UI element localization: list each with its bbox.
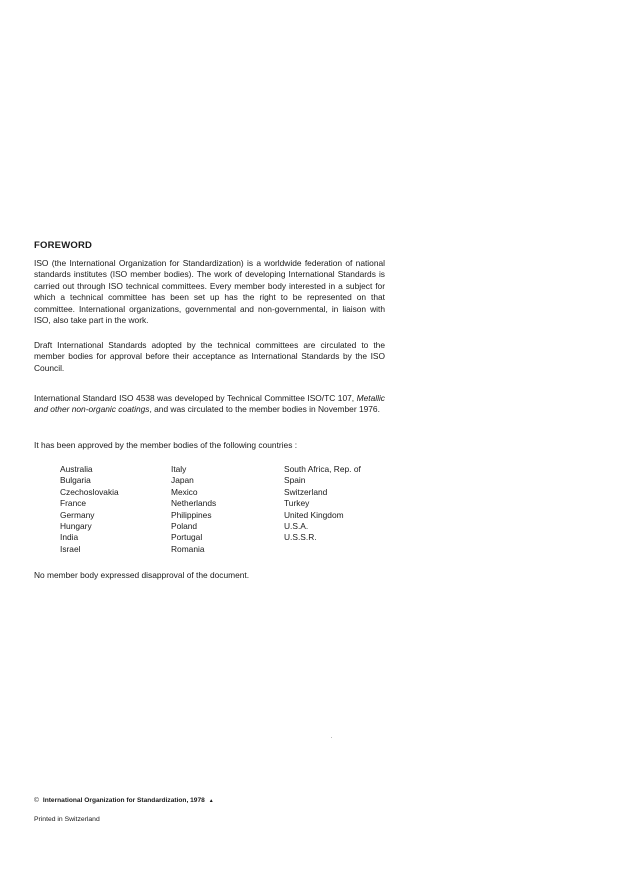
paragraph-standard-development-text-end: , and was circulated to the member bodies in November 1976. [149, 404, 380, 415]
country-item: Israel [60, 543, 81, 554]
country-item: U.S.S.R. [284, 532, 317, 543]
paragraph-draft-standards: Draft International Standards adopted by the technical committees are circulated to the member bodies for approval before their acceptance as International Standards by the ISO Council. [34, 340, 385, 373]
country-item: Japan [171, 475, 194, 486]
triangle-marker-icon: ▲ [208, 798, 214, 804]
paragraph-standard-development-text: International Standard ISO 4538 was developed by Technical Committee ISO/TC 107, [34, 393, 357, 403]
country-item: Poland [171, 521, 198, 532]
country-item: Spain [284, 475, 306, 486]
country-item: Turkey [284, 498, 310, 509]
copyright-text: International Organization for Standardization, 1978 [42, 797, 205, 804]
country-item: Bulgaria [60, 475, 91, 486]
paragraph-iso-intro: ISO (the International Organization for Standardization) is a worldwide federation of national standards institutes (ISO member bodies). The work of developing International Standards is carried out through ISO technical committees. Every member body interested in a subject for which a technical committee has been set up has the right to be represented on that committee. International organizations, governmental and non-governmental, in liaison with ISO, also take part in the work. [34, 258, 385, 326]
country-item: South Africa, Rep. of [284, 464, 361, 474]
country-item: Germany [60, 509, 95, 520]
country-item: Portugal [171, 532, 203, 543]
country-item: Mexico [171, 486, 198, 497]
paragraph-standard-development [34, 393, 385, 416]
committee-title: Metallic and other non-organic coatings [34, 393, 385, 415]
country-item: Australia [60, 464, 93, 474]
country-item: Italy [171, 464, 187, 474]
paragraph-no-disapproval: No member body expressed disapproval of the document. [34, 570, 250, 580]
country-item: Hungary [60, 521, 92, 532]
foreword-heading: FOREWORD [34, 240, 93, 251]
country-item: Netherlands [171, 498, 217, 509]
country-item: France [60, 498, 87, 509]
country-column-1 [60, 464, 119, 555]
country-column-2 [171, 464, 216, 555]
country-item: Philippines [171, 509, 212, 520]
country-item: India [60, 532, 79, 543]
copyright-line [34, 797, 214, 804]
country-item: United Kingdom [284, 509, 344, 520]
country-item: Romania [171, 543, 205, 554]
country-item: Czechoslovakia [60, 486, 119, 497]
country-item: U.S.A. [284, 521, 309, 532]
copyright-symbol: © [34, 797, 39, 804]
printed-in-line: Printed in Switzerland [34, 816, 100, 823]
print-speck [331, 737, 332, 738]
country-item: Switzerland [284, 486, 328, 497]
country-column-3 [284, 464, 361, 544]
paragraph-approval: It has been approved by the member bodies of the following countries : [34, 440, 298, 450]
